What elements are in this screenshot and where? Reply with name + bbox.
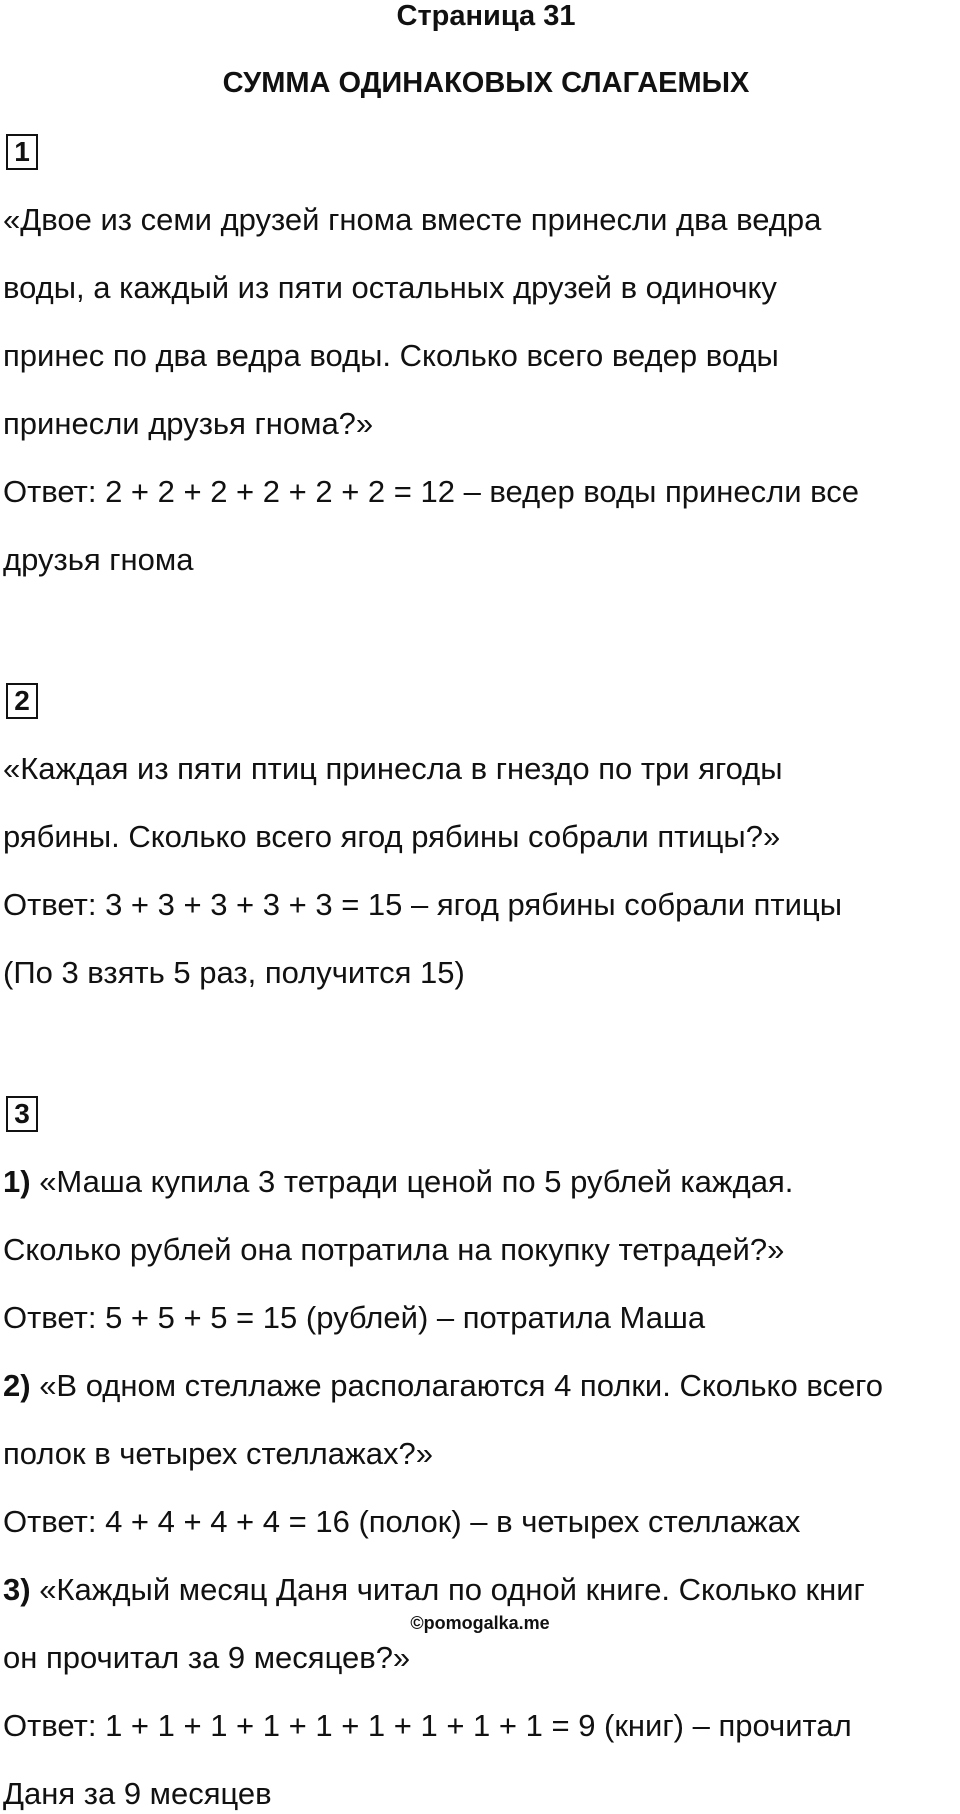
task-2-answer: Ответ: 3 + 3 + 3 + 3 + 3 = 15 – ягод рябины собрали птицы (3, 887, 842, 922)
part-text: «Каждый месяц Даня читал по одной книге. Сколько книг (30, 1572, 865, 1607)
task-3-part-2-line (3, 1366, 883, 1406)
task-3-part-2-line: полок в четырех стеллажах?» (3, 1436, 433, 1471)
task-1-line: принесли друзья гнома?» (3, 406, 374, 441)
task-3-part-3-line (3, 1570, 865, 1610)
task-3-part-1-line (3, 1162, 793, 1202)
part-text: «В одном стеллаже располагаются 4 полки. Сколько всего (30, 1368, 884, 1403)
part-label: 2) (3, 1368, 31, 1403)
task-1-answer: друзья гнома (3, 542, 194, 577)
task-3-part-1-answer: Ответ: 5 + 5 + 5 = 15 (рублей) – потратила Маша (3, 1300, 706, 1335)
task-1-line: «Двое из семи друзей гнома вместе принесли два ведра (3, 202, 822, 237)
part-label: 1) (3, 1164, 31, 1199)
watermark: ©pomogalka.me (410, 1613, 550, 1633)
task-3-part-3-line: он прочитал за 9 месяцев?» (3, 1640, 411, 1675)
task-number-3: 3 (6, 1096, 38, 1132)
task-1-answer: Ответ: 2 + 2 + 2 + 2 + 2 + 2 = 12 – ведер воды принесли все (3, 474, 860, 509)
task-3-part-1-line: Сколько рублей она потратила на покупку тетрадей?» (3, 1232, 785, 1267)
part-text: «Маша купила 3 тетради ценой по 5 рублей каждая. (30, 1164, 794, 1199)
task-1-line: воды, а каждый из пяти остальных друзей в одиночку (3, 270, 777, 305)
part-label: 3) (3, 1572, 31, 1607)
task-number-2: 2 (6, 683, 38, 719)
task-3-part-3-answer: Даня за 9 месяцев (3, 1776, 272, 1811)
task-3-part-3-answer: Ответ: 1 + 1 + 1 + 1 + 1 + 1 + 1 + 1 + 1 = 9 (книг) – прочитал (3, 1708, 852, 1743)
topic-title: СУММА ОДИНАКОВЫХ СЛАГАЕМЫХ (222, 67, 750, 99)
task-1-line: принес по два ведра воды. Сколько всего ведер воды (3, 338, 779, 373)
task-number-1: 1 (6, 134, 38, 170)
task-2-line: «Каждая из пяти птиц принесла в гнездо по три ягоды (3, 751, 783, 786)
page-title: Страница 31 (396, 0, 576, 32)
task-2-note: (По 3 взять 5 раз, получится 15) (3, 955, 465, 990)
task-3-part-2-answer: Ответ: 4 + 4 + 4 + 4 = 16 (полок) – в четырех стеллажах (3, 1504, 801, 1539)
task-2-line: рябины. Сколько всего ягод рябины собрали птицы?» (3, 819, 781, 854)
